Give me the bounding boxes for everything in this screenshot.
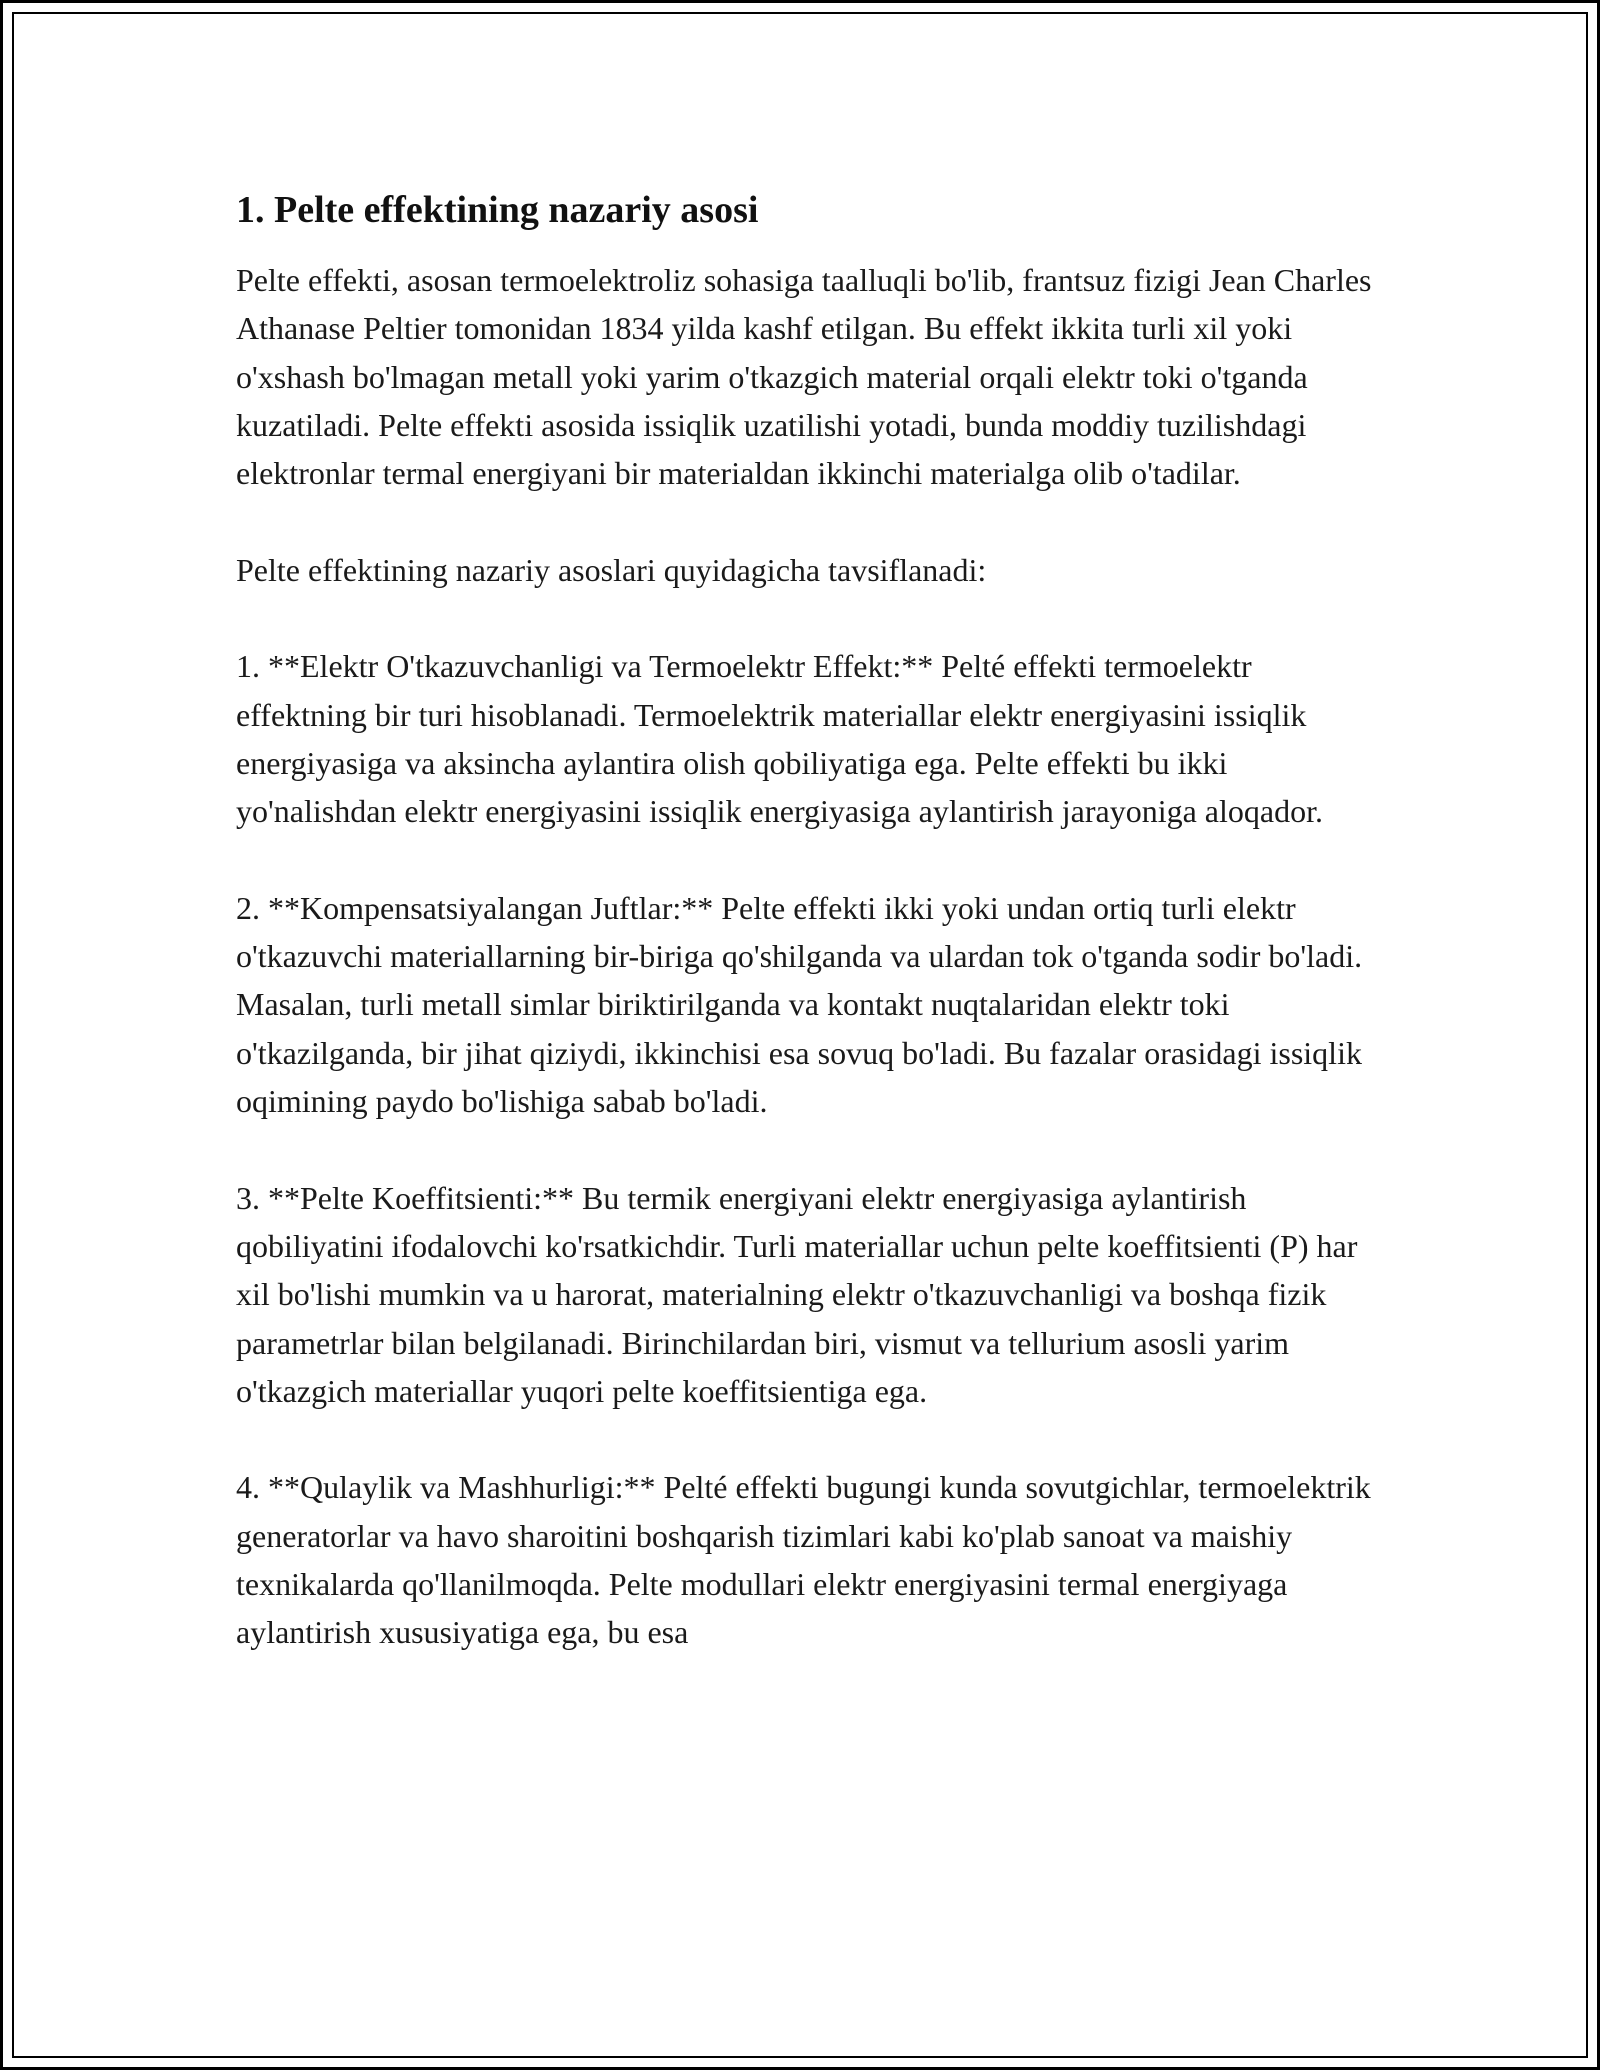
- document-body: [236, 186, 1376, 1657]
- paragraph-item-3: 3. **Pelte Koeffitsienti:** Bu termik energiyani elektr energiyasiga aylantirish qobiliyatini ifodalovchi ko'rsatkichdir. Turli materiallar uchun pelte koeffitsienti (P) har xil bo'lishi mumkin va u harorat, materialning elektr o'tkazuvchanligi va boshqa fizik parametrlar bilan belgilanadi. Birinchilardan biri, vismut va tellurium asosli yarim o'tkazgich materiallar yuqori pelte koeffitsientiga ega.: [236, 1179, 1358, 1409]
- paragraph-item-2: 2. **Kompensatsiyalangan Juftlar:** Pelte effekti ikki yoki undan ortiq turli elektr o'tkazuvchi materiallarning bir-biriga qo'shilganda va ulardan tok o'tganda sodir bo'ladi. Masalan, turli metall simlar biriktirilganda va kontakt nuqtalaridan elektr toki o'tkazilganda, bir jihat qiziydi, ikkinchisi esa sovuq bo'ladi. Bu fazalar orasidagi issiqlik oqimining paydo bo'lishiga sabab bo'ladi.: [236, 889, 1363, 1120]
- paragraph-intro: Pelte effekti, asosan termoelektroliz sohasiga taalluqli bo'lib, frantsuz fizigi Jean Charles Athanase Peltier tomonidan 1834 yilda kashf etilgan. Bu effekt ikkita turli xil yoki o'xshash bo'lmagan metall yoki yarim o'tkazgich material orqali elektr toki o'tganda kuzatiladi. Pelte effekti asosida issiqlik uzatilishi yotadi, bunda moddiy tuzilishdagi elektronlar termal energiyani bir materialdan ikkinchi materialga olib o'tadilar.: [236, 262, 1372, 492]
- section-heading: 1. Pelte effektining nazariy asosi: [236, 189, 759, 231]
- paragraph-item-1: 1. **Elektr O'tkazuvchanligi va Termoelektr Effekt:** Pelté effekti termoelektr effektning bir turi hisoblanadi. Termoelektrik materiallar elektr energiyasini issiqlik energiyasiga va aksincha aylantira olish qobiliyatiga ega. Pelte effekti bu ikki yo'nalishdan elektr energiyasini issiqlik energiyasiga aylantirish jarayoniga aloqador.: [236, 648, 1323, 830]
- paragraph-lead-in: Pelte effektining nazariy asoslari quyidagicha tavsiflanadi:: [236, 551, 987, 588]
- paragraph-item-4: 4. **Qulaylik va Mashhurligi:** Pelté effekti bugungi kunda sovutgichlar, termoelektrik generatorlar va havo sharoitini boshqarish tizimlari kabi ko'plab sanoat va maishiy texnikalarda qo'llanilmoqda. Pelte modullari elektr energiyasini termal energiyaga aylantirish xususiyatiga ega, bu esa: [236, 1469, 1371, 1651]
